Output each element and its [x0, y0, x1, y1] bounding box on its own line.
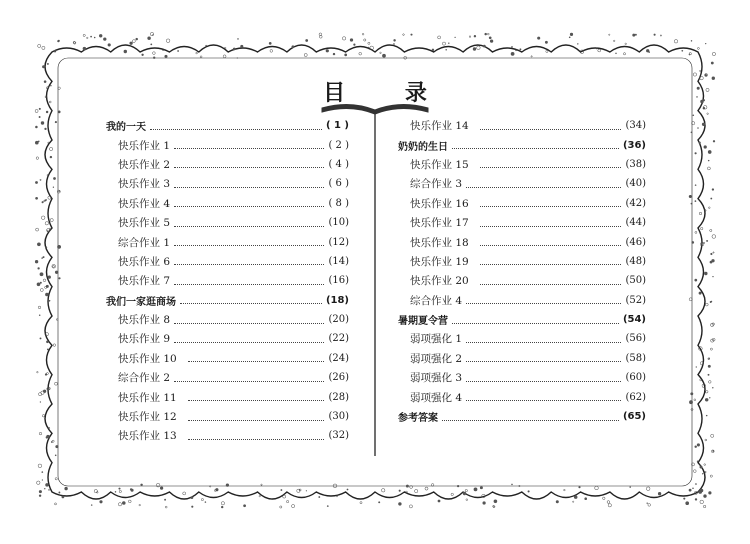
toc-page-number: ( 2 ): [328, 139, 349, 151]
toc-entry: [398, 116, 646, 135]
toc-left-column: [106, 116, 349, 446]
dot-leader: [480, 205, 621, 207]
toc-entry-label: 奶奶的生日: [398, 141, 448, 153]
toc-entry-label: 快乐作业 20: [410, 275, 469, 288]
toc-page-number: (32): [328, 430, 349, 442]
dot-leader: [174, 205, 324, 207]
toc-page-number: (34): [625, 120, 646, 132]
toc-section-entry: [398, 407, 646, 426]
dot-leader: [466, 360, 621, 362]
dot-leader: [188, 438, 324, 440]
toc-entry-label: 快乐作业 11: [118, 391, 177, 404]
dot-leader: [174, 166, 324, 168]
dot-leader: [174, 263, 324, 265]
toc-entry: [106, 135, 349, 154]
toc-page-number: ( 6 ): [328, 178, 349, 190]
toc-entry-label: 弱项强化 2: [410, 352, 463, 365]
page-title: 目 录: [323, 81, 453, 106]
dot-leader: [174, 283, 324, 285]
toc-page-number: (42): [625, 197, 646, 209]
toc-entry: [398, 232, 646, 251]
toc-entry-label: 快乐作业 18: [410, 236, 469, 249]
toc-page-number: (40): [625, 178, 646, 190]
toc-page-number: (46): [625, 236, 646, 248]
toc-entry-label: 我们一家逛商场: [106, 296, 176, 308]
toc-section-entry: [398, 135, 646, 154]
toc-entry: [398, 291, 646, 310]
toc-page-number: (26): [328, 372, 349, 384]
toc-entry: [398, 174, 646, 193]
toc-page-number: (50): [625, 275, 646, 287]
dot-leader: [174, 225, 324, 227]
toc-entry: [106, 252, 349, 271]
toc-entry-label: 快乐作业 17: [410, 217, 469, 230]
toc-entry-label: 快乐作业 19: [410, 255, 469, 268]
dot-leader: [466, 399, 621, 401]
toc-page-number: ( 4 ): [328, 158, 349, 170]
toc-page-number: (38): [625, 158, 646, 170]
dot-leader: [442, 419, 619, 421]
toc-entry-label: 暑期夏令营: [398, 316, 448, 328]
toc-page-number: (48): [625, 255, 646, 267]
toc-entry: [106, 155, 349, 174]
toc-entry: [106, 213, 349, 232]
toc-page-number: (65): [622, 411, 646, 423]
toc-entry-label: 快乐作业 16: [410, 197, 469, 210]
toc-page-number: (20): [328, 314, 349, 326]
toc-page-number: (44): [625, 217, 646, 229]
toc-entry-label: 快乐作业 8: [118, 314, 171, 327]
toc-entry-label: 快乐作业 13: [118, 430, 177, 443]
toc-entry: [398, 271, 646, 290]
toc-entry-label: 快乐作业 6: [118, 255, 171, 268]
toc-page-number: (36): [622, 139, 646, 151]
toc-entry-label: 参考答案: [398, 413, 438, 425]
dot-leader: [480, 263, 621, 265]
dot-leader: [174, 147, 324, 149]
toc-entry-label: 快乐作业 5: [118, 217, 171, 230]
toc-entry-label: 综合作业 2: [118, 372, 171, 385]
toc-section-entry: [398, 310, 646, 329]
dot-leader: [480, 283, 621, 285]
toc-entry-label: 快乐作业 2: [118, 158, 171, 171]
toc-page-number: (12): [328, 236, 349, 248]
toc-entry: [398, 194, 646, 213]
toc-entry: [398, 349, 646, 368]
toc-entry-label: 快乐作业 4: [118, 197, 171, 210]
dot-leader: [480, 244, 621, 246]
dot-leader: [188, 399, 324, 401]
toc-entry: [106, 349, 349, 368]
toc-entry: [398, 387, 646, 406]
toc-section-entry: [106, 116, 349, 135]
toc-section-entry: [106, 291, 349, 310]
dot-leader: [480, 128, 621, 130]
dot-leader: [466, 341, 621, 343]
toc-entry-label: 快乐作业 7: [118, 275, 171, 288]
toc-entry-label: 快乐作业 15: [410, 158, 469, 171]
dot-leader: [180, 302, 322, 304]
toc-entry: [398, 155, 646, 174]
toc-entry: [398, 213, 646, 232]
dot-leader: [174, 244, 324, 246]
dot-leader: [150, 128, 322, 130]
toc-page-number: (24): [328, 352, 349, 364]
toc-page-number: (56): [625, 333, 646, 345]
toc-right-column: [398, 116, 646, 426]
toc-entry-label: 我的一天: [106, 122, 146, 134]
dot-leader: [188, 419, 324, 421]
dot-leader: [452, 322, 619, 324]
toc-page-number: (16): [328, 275, 349, 287]
dot-leader: [174, 322, 324, 324]
toc-page-number: (22): [328, 333, 349, 345]
toc-page-number: (10): [328, 217, 349, 229]
dot-leader: [480, 166, 621, 168]
toc-entry-label: 快乐作业 10: [118, 352, 177, 365]
dot-leader: [174, 380, 324, 382]
dot-leader: [188, 360, 324, 362]
toc-entry: [398, 252, 646, 271]
toc-page-number: (18): [325, 294, 349, 306]
toc-entry-label: 快乐作业 9: [118, 333, 171, 346]
toc-entry: [106, 387, 349, 406]
toc-page-number: (28): [328, 391, 349, 403]
toc-entry: [106, 407, 349, 426]
toc-entry-label: 快乐作业 14: [410, 120, 469, 133]
toc-page-number: (54): [622, 314, 646, 326]
toc-entry-label: 综合作业 3: [410, 178, 463, 191]
toc-page-number: (30): [328, 411, 349, 423]
dot-leader: [480, 225, 621, 227]
toc-entry: [106, 271, 349, 290]
toc-entry: [106, 232, 349, 251]
toc-entry: [106, 174, 349, 193]
toc-page-number: ( 8 ): [328, 197, 349, 209]
dot-leader: [174, 186, 324, 188]
toc-entry: [106, 329, 349, 348]
toc-entry-label: 弱项强化 3: [410, 372, 463, 385]
dot-leader: [466, 186, 621, 188]
dot-leader: [466, 380, 621, 382]
toc-page-number: (62): [625, 391, 646, 403]
toc-entry: [106, 310, 349, 329]
toc-entry: [106, 426, 349, 445]
toc-page-number: (52): [625, 294, 646, 306]
toc-entry-label: 快乐作业 12: [118, 411, 177, 424]
toc-entry-label: 综合作业 4: [410, 294, 463, 307]
toc-entry-label: 弱项强化 4: [410, 391, 463, 404]
toc-entry-label: 快乐作业 3: [118, 178, 171, 191]
toc-entry-label: 弱项强化 1: [410, 333, 463, 346]
toc-entry: [398, 368, 646, 387]
dot-leader: [174, 341, 324, 343]
toc-page-number: ( 1 ): [325, 120, 349, 132]
toc-page-number: (60): [625, 372, 646, 384]
toc-entry: [106, 368, 349, 387]
toc-entry-label: 综合作业 1: [118, 236, 171, 249]
toc-page-number: (58): [625, 352, 646, 364]
toc-entry: [398, 329, 646, 348]
dot-leader: [452, 147, 619, 149]
toc-page-number: (14): [328, 255, 349, 267]
toc-entry: [106, 194, 349, 213]
dot-leader: [466, 302, 621, 304]
toc-entry-label: 快乐作业 1: [118, 139, 171, 152]
